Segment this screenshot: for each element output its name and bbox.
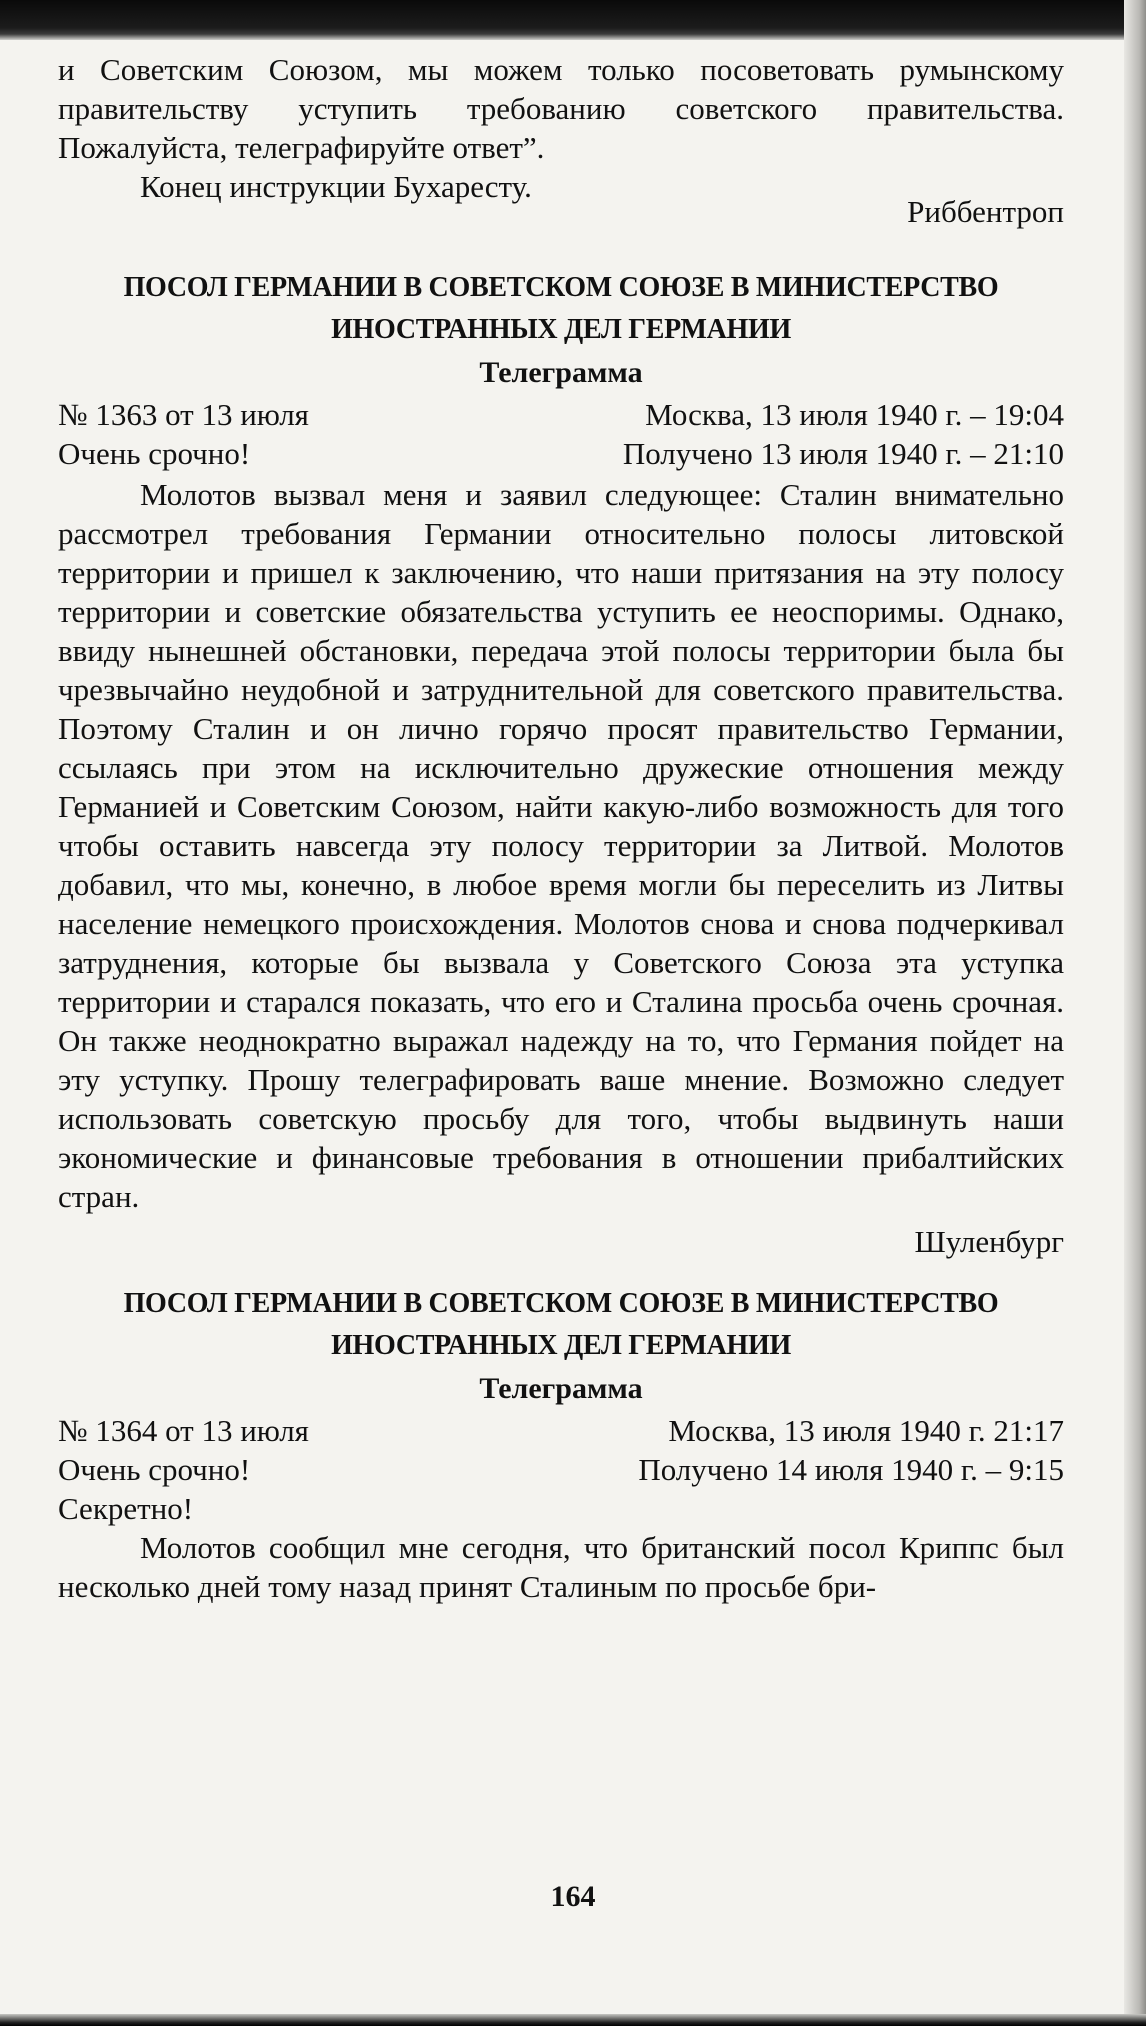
telegram-meta-row1 bbox=[58, 1411, 1064, 1450]
telegram-heading-line1: ПОСОЛ ГЕРМАНИИ В СОВЕТСКОМ СОЮЗЕ В МИНИСТЕРСТВО bbox=[123, 1288, 999, 1319]
signature-ribbentrop: Риббентроп bbox=[907, 194, 1064, 229]
telegram-meta-row2 bbox=[58, 434, 1064, 473]
end-note: Конец инструкции Бухаресту. bbox=[140, 169, 532, 204]
telegram-number: № 1364 от 13 июля bbox=[58, 1413, 309, 1448]
telegram-body: Молотов сообщил мне сегодня, что британский посол Криппс был несколько дней тому назад принят Сталиным по просьбе бри- bbox=[58, 1530, 1064, 1604]
telegram-type: Телеграмма bbox=[479, 356, 643, 389]
telegram-body: Молотов вызвал меня и заявил следующее: Сталин внимательно рассмотрел требования Германии относительно полосы литовской территории и пришел к заключению, что наши притязания на эту полосу территории и советские обязательства уступить ее неоспоримы. Однако, ввиду нынешней обстановки, передача этой полосы территории была бы чрезвычайно неудобной и затруднительной для советского правительства. Поэтому Сталин и он лично горячо просят правительство Германии, ссылаясь при этом на исключительно дружеские отношения между Германией и Советским Союзом, найти какую-либо возможность для того чтобы оставить навсегда эту полосу территории за Литвой. Молотов добавил, что мы, конечно, в любое время могли бы переселить из Литвы население немецкого происхождения. Молотов снова и снова подчеркивал затруднения, которые бы вызвала у Советского Союза эта уступка территории и старался показать, что его и Сталина просьба очень срочная. Он также неоднократно выражал надежду на то, что Германия пойдет на эту уступку. Прошу телеграфировать ваше мнение. Возможно следует использовать советскую просьбу для того, чтобы выдвинуть наши экономические и финансовые требования в отношении прибалтийских стран. bbox=[58, 477, 1064, 1214]
signature-schulenburg: Шуленбург bbox=[914, 1224, 1064, 1259]
document-page bbox=[58, 50, 1064, 1606]
telegram-urgency: Очень срочно! bbox=[58, 1452, 251, 1487]
telegram-meta-row1 bbox=[58, 395, 1064, 434]
telegram-1364 bbox=[58, 1283, 1064, 1606]
scan-edge-right bbox=[1124, 0, 1146, 2026]
telegram-1363 bbox=[58, 267, 1064, 1261]
telegram-sent: Москва, 13 июля 1940 г. 21:17 bbox=[668, 1413, 1064, 1448]
telegram-heading-line2: ИНОСТРАННЫХ ДЕЛ ГЕРМАНИИ bbox=[331, 1330, 791, 1361]
page-number: 164 bbox=[550, 1880, 596, 1913]
telegram-urgency: Очень срочно! bbox=[58, 436, 251, 471]
continuation-paragraph: и Советским Союзом, мы можем только посоветовать румынскому правительству уступить требованию советского правительства. Пожалуйста, телеграфируйте ответ”. bbox=[58, 52, 1064, 165]
telegram-sent: Москва, 13 июля 1940 г. – 19:04 bbox=[645, 397, 1064, 432]
telegram-heading-line2: ИНОСТРАННЫХ ДЕЛ ГЕРМАНИИ bbox=[331, 314, 791, 345]
telegram-number: № 1363 от 13 июля bbox=[58, 397, 309, 432]
scan-edge-top bbox=[0, 0, 1146, 40]
telegram-received: Получено 13 июля 1940 г. – 21:10 bbox=[622, 436, 1064, 471]
telegram-secrecy: Секретно! bbox=[58, 1491, 194, 1526]
telegram-received: Получено 14 июля 1940 г. – 9:15 bbox=[638, 1452, 1064, 1487]
telegram-type: Телеграмма bbox=[479, 1372, 643, 1405]
scan-edge-bottom bbox=[0, 2014, 1146, 2026]
telegram-meta-row2 bbox=[58, 1450, 1064, 1489]
telegram-heading-line1: ПОСОЛ ГЕРМАНИИ В СОВЕТСКОМ СОЮЗЕ В МИНИСТЕРСТВО bbox=[123, 272, 999, 303]
